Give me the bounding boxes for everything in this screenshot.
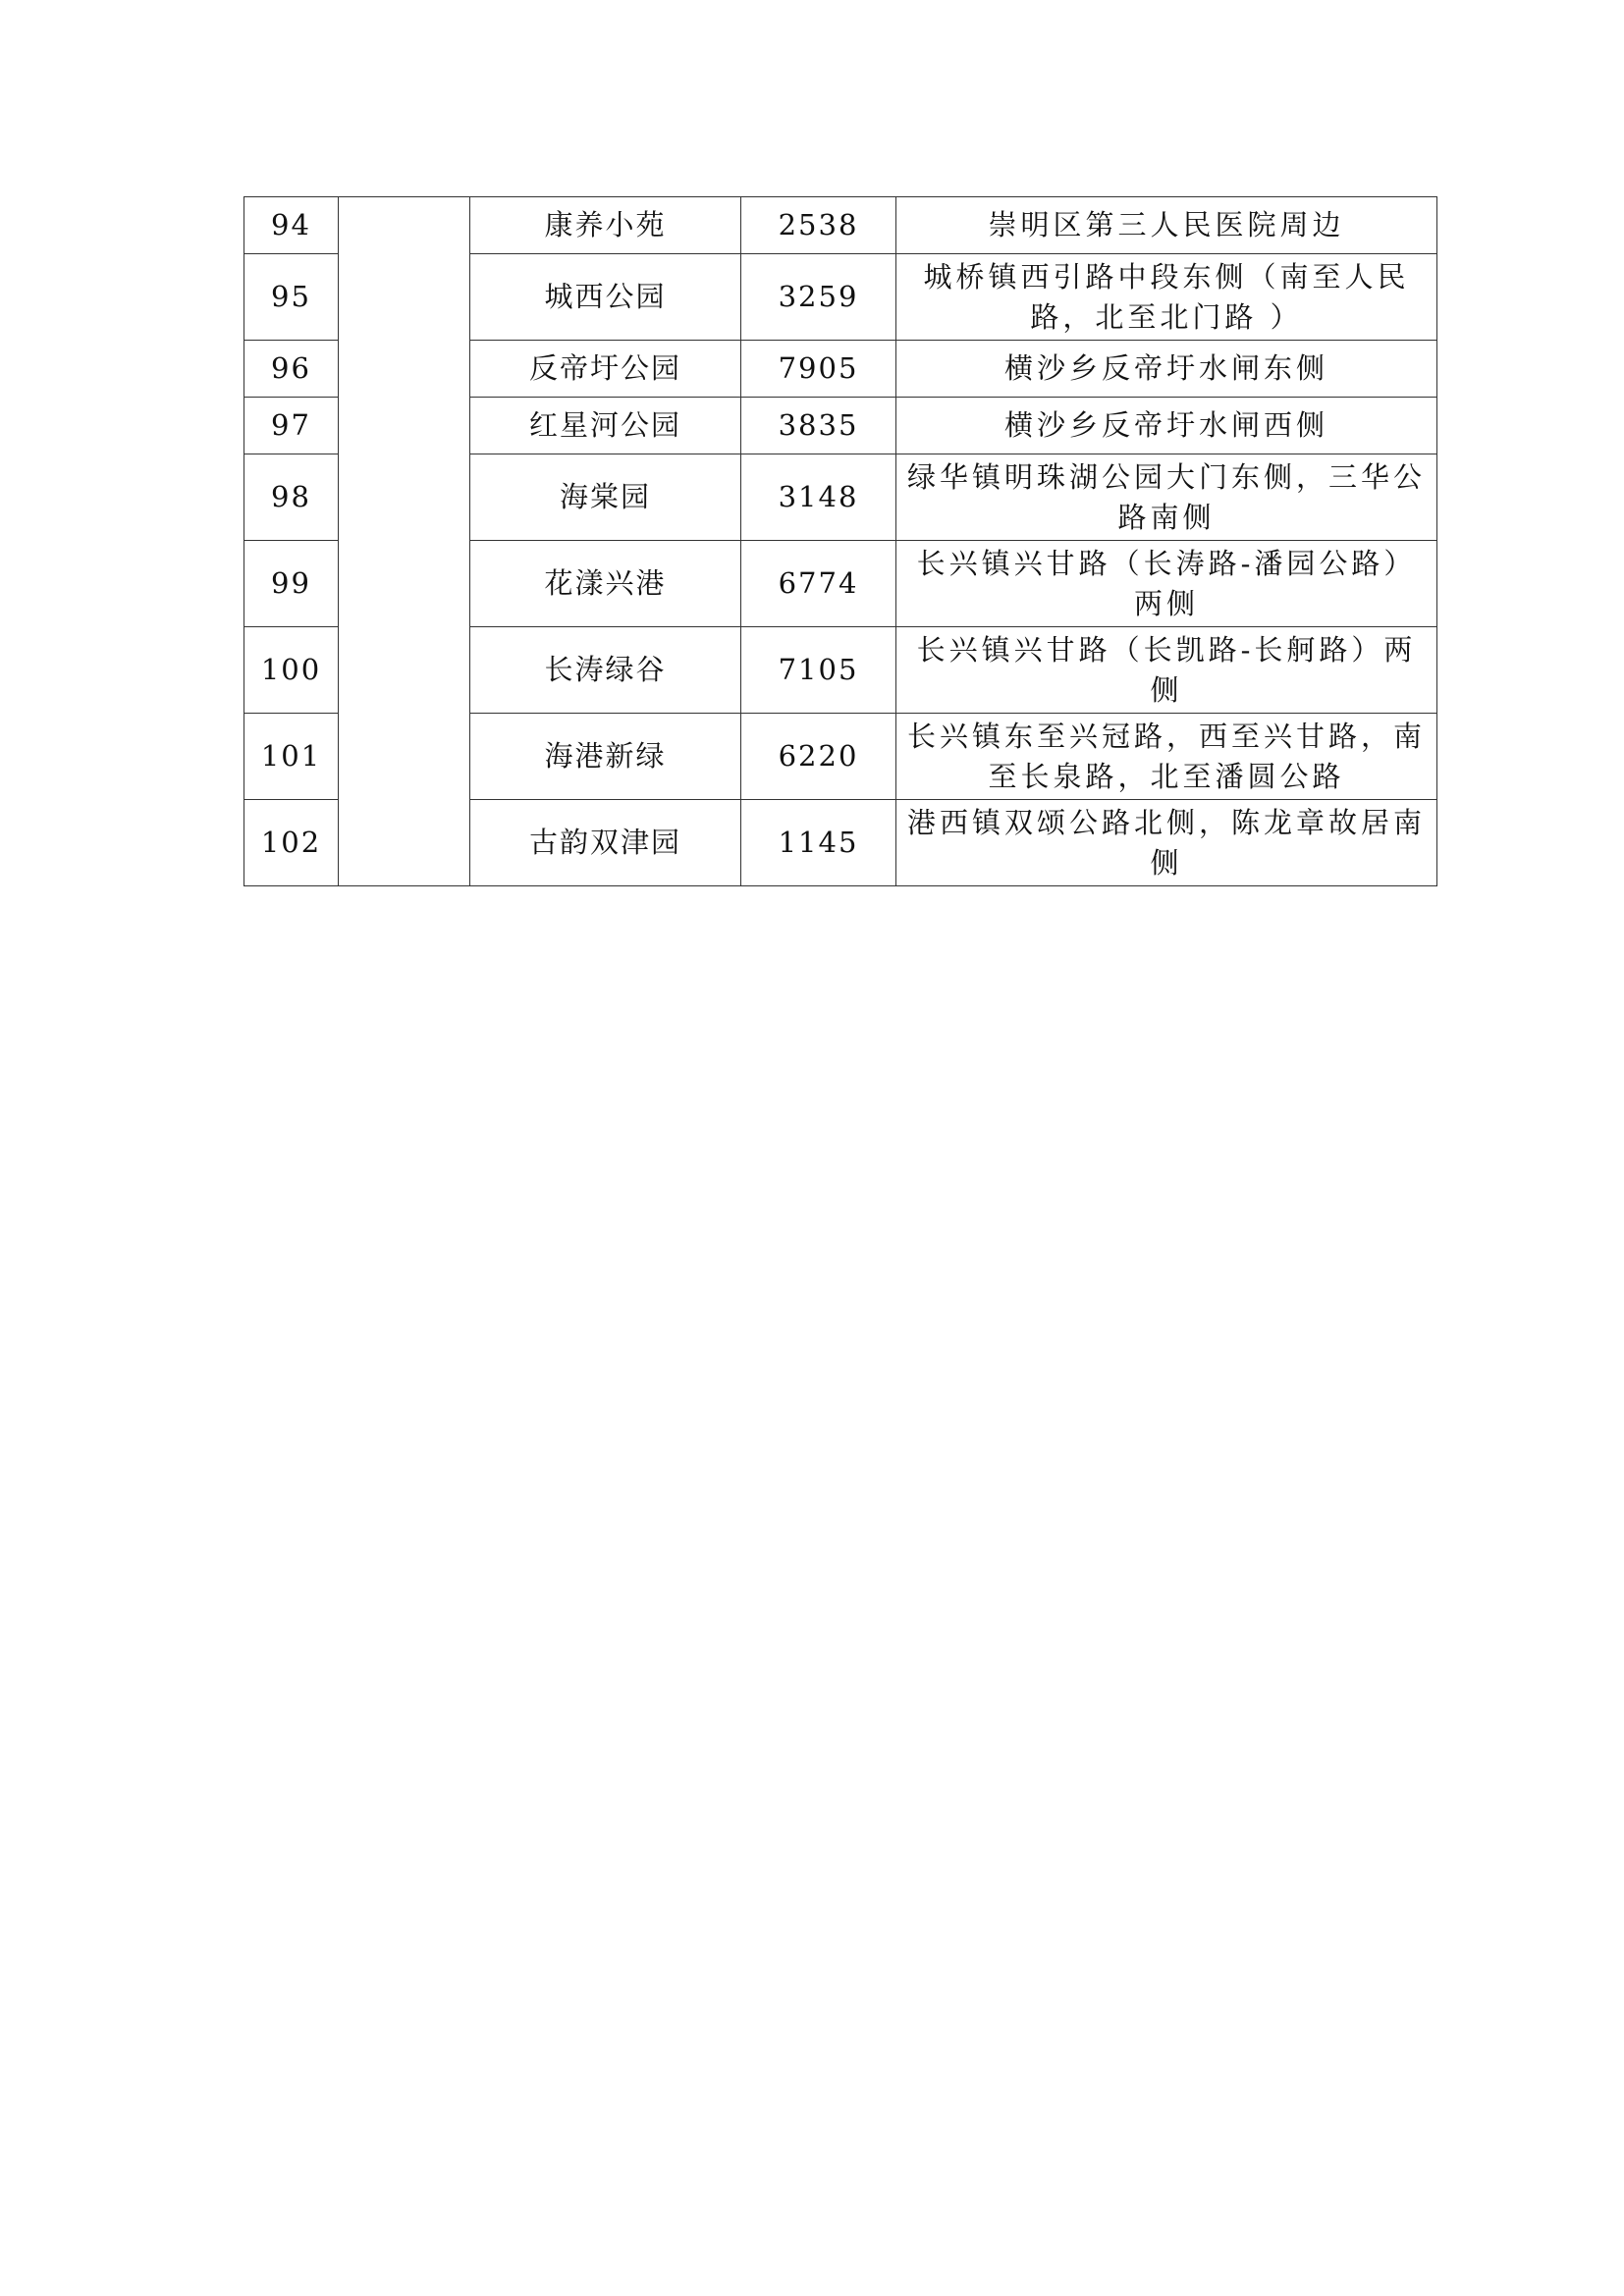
table-row [244,197,1437,254]
row-number: 95 [244,254,339,341]
park-location: 横沙乡反帝圩水闸东侧 [896,341,1437,398]
row-number: 102 [244,800,339,886]
park-name: 反帝圩公园 [470,341,741,398]
park-location: 长兴镇兴甘路（长涛路-潘园公路）两侧 [896,541,1437,627]
park-location: 横沙乡反帝圩水闸西侧 [896,398,1437,454]
park-area: 3835 [741,398,896,454]
park-location: 崇明区第三人民医院周边 [896,197,1437,254]
park-location: 城桥镇西引路中段东侧（南至人民路，北至北门路 ） [896,254,1437,341]
row-number: 96 [244,341,339,398]
park-name: 古韵双津园 [470,800,741,886]
park-area: 7905 [741,341,896,398]
park-location: 绿华镇明珠湖公园大门东侧，三华公路南侧 [896,454,1437,541]
park-location: 港西镇双颂公路北侧，陈龙章故居南侧 [896,800,1437,886]
park-name: 花漾兴港 [470,541,741,627]
row-number: 94 [244,197,339,254]
merged-category-cell [339,197,470,886]
park-area: 6774 [741,541,896,627]
park-area: 2538 [741,197,896,254]
park-name: 海棠园 [470,454,741,541]
park-area: 6220 [741,714,896,800]
park-list-table [244,196,1437,886]
park-location: 长兴镇兴甘路（长凯路-长舸路）两侧 [896,627,1437,714]
park-area: 3259 [741,254,896,341]
park-name: 城西公园 [470,254,741,341]
row-number: 101 [244,714,339,800]
park-area: 7105 [741,627,896,714]
park-name: 海港新绿 [470,714,741,800]
row-number: 99 [244,541,339,627]
row-number: 98 [244,454,339,541]
park-name: 红星河公园 [470,398,741,454]
park-area: 1145 [741,800,896,886]
park-name: 康养小苑 [470,197,741,254]
row-number: 100 [244,627,339,714]
row-number: 97 [244,398,339,454]
park-location: 长兴镇东至兴冠路，西至兴甘路，南至长泉路，北至潘圆公路 [896,714,1437,800]
park-name: 长涛绿谷 [470,627,741,714]
park-area: 3148 [741,454,896,541]
